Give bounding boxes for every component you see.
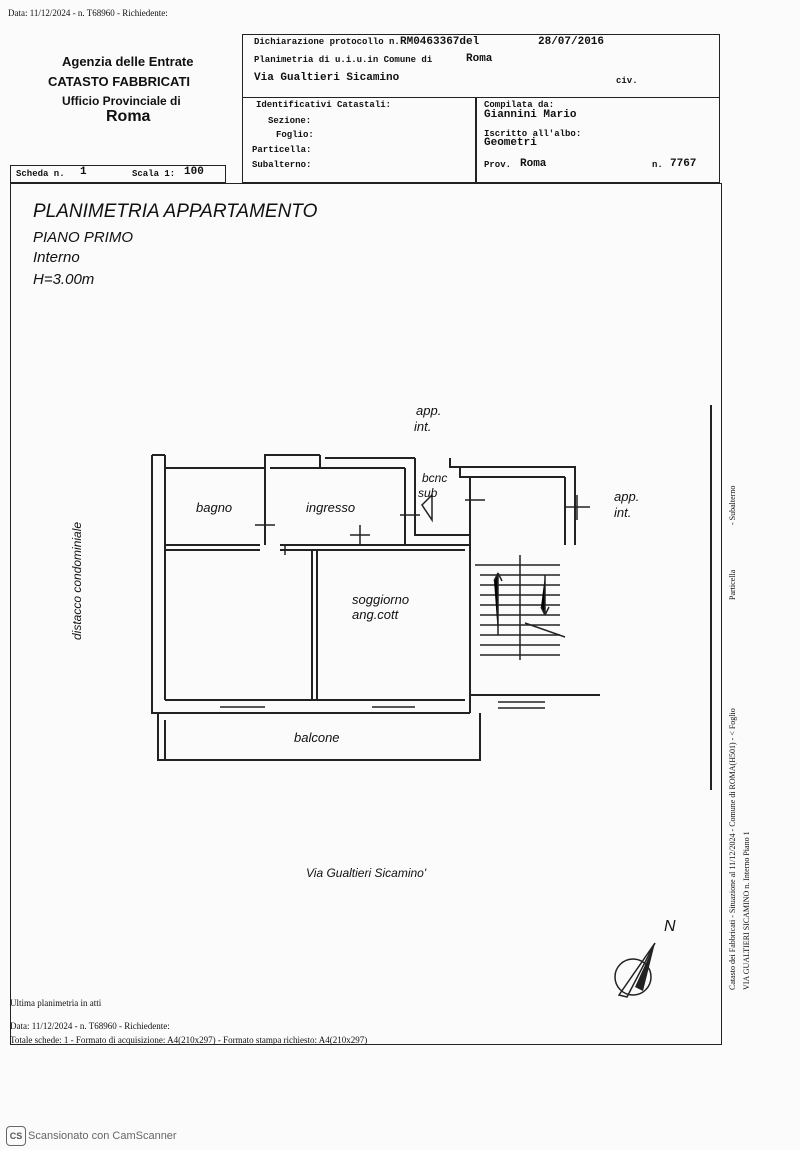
camscanner-text: Scansionato con CamScanner <box>28 1130 177 1142</box>
stair-left <box>470 477 600 695</box>
label-soggiorno: soggiorno <box>352 592 410 607</box>
side-text-particella: Particella <box>728 569 737 600</box>
label-ingresso: ingresso <box>306 500 356 515</box>
scheda-label: Scheda n. <box>16 169 65 179</box>
camscanner-icon: CS <box>6 1126 26 1146</box>
footer-totale: Totale schede: 1 - Formato di acquisizione: A4(210x297) - Formato stampa richiesto: A4(210x297) <box>10 1035 368 1045</box>
right-inner-line <box>710 405 712 790</box>
top-wall-3 <box>320 455 405 468</box>
address-value: Via Gualtieri Sicamino <box>254 72 400 84</box>
label-app-top-1: app. <box>416 403 442 418</box>
north-label: N <box>664 918 676 935</box>
sezione-label: Sezione: <box>268 116 312 126</box>
agency-name: Agenzia delle Entrate <box>62 54 194 69</box>
floor-plan <box>140 395 600 775</box>
label-distacco: distacco condominiale <box>70 521 84 640</box>
label-ang-cott: ang.cott <box>352 607 399 622</box>
agency-office: Ufficio Provinciale di <box>62 94 181 108</box>
prov-value: Roma <box>520 158 547 170</box>
label-bcnc: bcnc <box>422 471 448 485</box>
label-bagno: bagno <box>196 500 233 515</box>
door-cross-1 <box>255 515 275 535</box>
compilata-value: Giannini Mario <box>484 109 577 121</box>
label-app-right-2: int. <box>614 505 632 520</box>
iscritto-label: Iscritto all'albo: <box>484 129 582 139</box>
particella-label: Particella: <box>252 145 312 155</box>
scala-value: 100 <box>184 166 204 178</box>
window-2 <box>372 700 415 713</box>
civ-label: civ. <box>616 76 638 86</box>
n-label: n. <box>652 160 663 170</box>
door-cross-4 <box>565 495 590 520</box>
window-1 <box>220 700 265 713</box>
side-text-line2: VIA GUALTIERI SICAMINO n. Interno Piano 1 <box>742 831 751 990</box>
window-3 <box>498 695 545 708</box>
prov-label: Prov. <box>484 160 512 170</box>
side-text-subalterno: - Subalterno <box>728 485 737 525</box>
n-value: 7767 <box>670 158 697 170</box>
plan-height: H=3.00m <box>33 271 95 288</box>
identificativi-label: Identificativi Catastali: <box>256 100 392 110</box>
plan-title: PLANIMETRIA APPARTAMENTO <box>33 201 318 222</box>
label-app-right-1: app. <box>614 489 640 504</box>
agency-dept: CATASTO FABBRICATI <box>48 74 191 89</box>
comune-value: Roma <box>466 53 493 65</box>
subalterno-label: Subalterno: <box>252 160 312 170</box>
plan-interno: Interno <box>33 249 80 266</box>
footer-data: Data: 11/12/2024 - n. T68960 - Richiedente: <box>10 1021 170 1031</box>
side-text-line1: Catasto dei Fabbricati - Situazione al 11/12/2024 - Comune di ROMA(H501) - < Foglio <box>728 708 737 990</box>
protocol-label: Dichiarazione protocollo n. <box>254 37 400 47</box>
scala-label: Scala 1: <box>132 169 176 179</box>
protocol-date: 28/07/2016 <box>538 36 605 48</box>
protocol-value: RM0463367del <box>400 36 480 48</box>
door-cross-2 <box>350 525 370 545</box>
compilata-label: Compilata da: <box>484 100 555 110</box>
planimetry-label: Planimetria di u.i.u.in Comune di <box>254 55 433 65</box>
header-divider <box>475 97 477 183</box>
top-wall-1 <box>165 455 320 468</box>
label-sub: sub <box>418 486 438 500</box>
footer-ultima: Ultima planimetria in atti <box>10 998 102 1008</box>
street-label: Via Gualtieri Sicamino' <box>306 866 427 880</box>
iscritto-value: Geometri <box>484 137 537 149</box>
label-balcone: balcone <box>294 730 340 745</box>
scheda-value: 1 <box>80 166 87 178</box>
north-arrow-icon <box>605 915 695 1010</box>
agency-city: Roma <box>106 108 151 125</box>
foglio-label: Foglio: <box>276 130 314 140</box>
label-app-top-2: int. <box>414 419 432 434</box>
plan-floor: PIANO PRIMO <box>33 229 134 246</box>
top-stamp: Data: 11/12/2024 - n. T68960 - Richiedente: <box>8 8 168 18</box>
stair-top-inner <box>460 467 565 477</box>
